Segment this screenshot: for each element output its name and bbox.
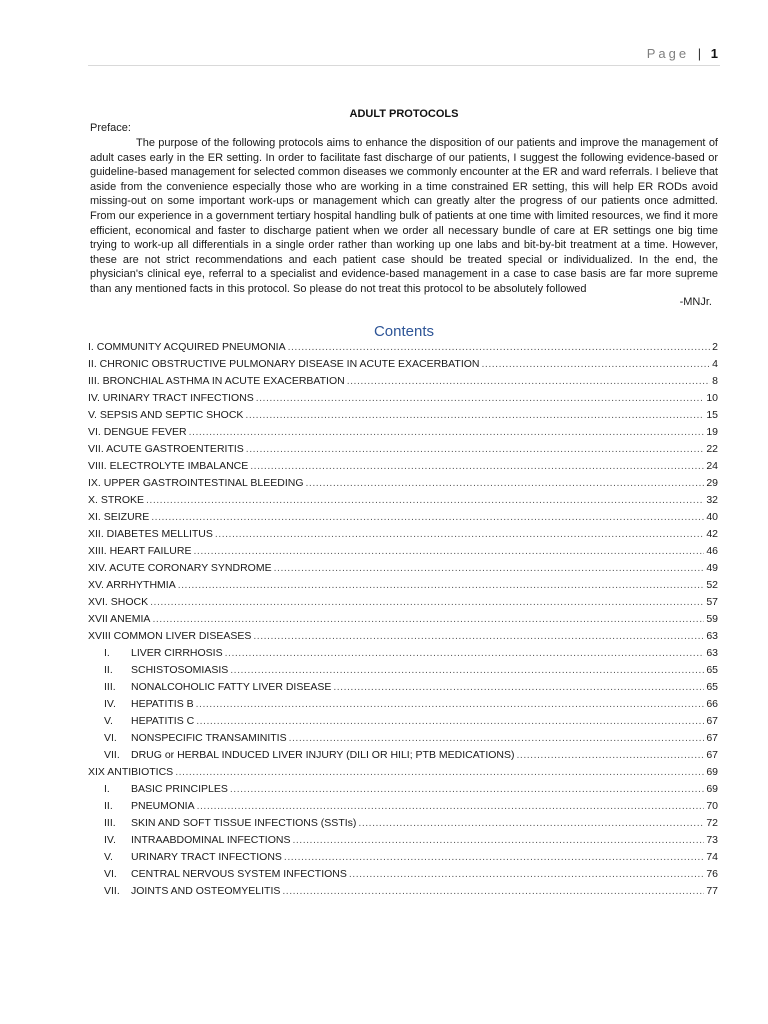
toc-entry-label: NONALCOHOLIC FATTY LIVER DISEASE <box>131 681 332 693</box>
toc-entry[interactable] <box>88 409 718 426</box>
toc-entry-page: 76 <box>706 868 718 880</box>
toc-entry-page: 69 <box>706 766 718 778</box>
toc-entry-page: 59 <box>706 613 718 625</box>
toc-entry[interactable] <box>88 817 718 834</box>
toc-entry-label: LIVER CIRRHOSIS <box>131 647 223 659</box>
toc-dot-leader <box>482 358 711 370</box>
toc-entry[interactable] <box>88 630 718 647</box>
page-number: 1 <box>710 46 718 61</box>
toc-entry-page: 67 <box>706 715 718 727</box>
toc-entry[interactable] <box>88 477 718 494</box>
toc-entry-label: INTRAABDOMINAL INFECTIONS <box>131 834 291 846</box>
toc-entry-page: 46 <box>706 545 718 557</box>
document-title: ADULT PROTOCOLS <box>349 108 459 120</box>
toc-entry[interactable] <box>88 392 718 409</box>
toc-entry-numeral: V. <box>104 715 113 727</box>
toc-dot-leader <box>349 868 704 880</box>
toc-dot-leader <box>215 528 704 540</box>
toc-entry-label: HEPATITIS B <box>131 698 194 710</box>
toc-entry-page: 63 <box>706 630 718 642</box>
toc-entry-label: VIII. ELECTROLYTE IMBALANCE <box>88 460 249 472</box>
toc-entry-label: XVI. SHOCK <box>88 596 149 608</box>
toc-entry-page: 19 <box>706 426 718 438</box>
toc-entry[interactable] <box>88 494 718 511</box>
toc-dot-leader <box>178 579 705 591</box>
toc-entry-numeral: III. <box>104 681 116 693</box>
toc-entry-label: URINARY TRACT INFECTIONS <box>131 851 282 863</box>
toc-entry[interactable] <box>88 664 718 681</box>
toc-entry[interactable] <box>88 868 718 885</box>
toc-dot-leader <box>256 392 705 404</box>
toc-entry[interactable] <box>88 851 718 868</box>
toc-dot-leader <box>284 851 704 863</box>
toc-entry-label: SKIN AND SOFT TISSUE INFECTIONS (SSTIs) <box>131 817 357 829</box>
toc-entry-page: 22 <box>706 443 718 455</box>
toc-entry-label: IX. UPPER GASTROINTESTINAL BLEEDING <box>88 477 304 489</box>
toc-entry[interactable] <box>88 562 718 579</box>
toc-entry[interactable] <box>88 647 718 664</box>
toc-dot-leader <box>358 817 704 829</box>
toc-entry-page: 15 <box>706 409 718 421</box>
toc-entry-label: SCHISTOSOMIASIS <box>131 664 229 676</box>
toc-entry[interactable] <box>88 698 718 715</box>
toc-entry[interactable] <box>88 460 718 477</box>
toc-entry-page: 2 <box>712 341 718 353</box>
toc-dot-leader <box>292 834 704 846</box>
toc-entry-label: XVII ANEMIA <box>88 613 151 625</box>
toc-dot-leader <box>230 664 704 676</box>
toc-dot-leader <box>152 613 704 625</box>
toc-entry-label: XIV. ACUTE CORONARY SYNDROME <box>88 562 272 574</box>
toc-dot-leader <box>245 409 704 421</box>
preface-label: Preface: <box>90 122 131 134</box>
toc-dot-leader <box>196 715 704 727</box>
toc-entry[interactable] <box>88 749 718 766</box>
toc-entry-numeral: V. <box>104 851 113 863</box>
toc-dot-leader <box>282 885 704 897</box>
toc-entry-page: 77 <box>706 885 718 897</box>
toc-dot-leader <box>197 800 705 812</box>
toc-entry[interactable] <box>88 715 718 732</box>
toc-entry-page: 63 <box>706 647 718 659</box>
toc-entry-label: IV. URINARY TRACT INFECTIONS <box>88 392 254 404</box>
toc-entry-numeral: I. <box>104 783 110 795</box>
toc-entry-numeral: VII. <box>104 885 120 897</box>
toc-entry-label: XVIII COMMON LIVER DISEASES <box>88 630 252 642</box>
toc-entry-numeral: II. <box>104 664 113 676</box>
toc-entry[interactable] <box>88 613 718 630</box>
toc-entry-label: JOINTS AND OSTEOMYELITIS <box>131 885 281 897</box>
toc-entry[interactable] <box>88 358 718 375</box>
page-label: Page <box>646 46 690 61</box>
toc-entry-label: V. SEPSIS AND SEPTIC SHOCK <box>88 409 244 421</box>
page-separator: | <box>697 46 702 61</box>
toc-entry-label: CENTRAL NERVOUS SYSTEM INFECTIONS <box>131 868 347 880</box>
toc-entry-page: 40 <box>706 511 718 523</box>
contents-heading: Contents <box>373 323 435 340</box>
toc-entry-page: 65 <box>706 681 718 693</box>
toc-entry-label: XIX ANTIBIOTICS <box>88 766 174 778</box>
toc-entry[interactable] <box>88 528 718 545</box>
toc-entry-label: XV. ARRHYTHMIA <box>88 579 176 591</box>
toc-dot-leader <box>150 596 704 608</box>
toc-entry-numeral: II. <box>104 800 113 812</box>
toc-entry-label: DRUG or HERBAL INDUCED LIVER INJURY (DILI OR HILI; PTB MEDICATIONS) <box>131 749 515 761</box>
toc-entry[interactable] <box>88 426 718 443</box>
toc-dot-leader <box>196 698 705 710</box>
preface-paragraph: The purpose of the following protocols aims to enhance the disposition of our patients and improve the management of adult cases early in the ER setting. In order to facilitate fast discharge of our patients, I suggest the following evidence-based or guideline-based management for selected common diseases we commonly encounter at the ER and ward referrals. I believe that aside from the convenience especially those who are working in a time constrained ER setting, this will help ER RODs avoid missing-out on some important work-ups or management which can greatly alter the progress of our patients once admitted. From our experience in a government tertiary hospital handling bulk of patients at one time with limited resources, we find it more efficient, economical and faster to discharge patient when we order all necessary bundle of care at ER settings one big time trying to work-up all differentials in a single order rather than working up one labs and bit-by-bit treatment at a time. However, these are not strict recommendations and each patient case should be treated special or individualized. In the end, the physician's clinical eye, referral to a specialist and evidence-based management in a case to case basis are far more supreme than any mentioned facts in this protocol. So please do not treat this protocol to be absolutely followed <box>90 137 718 295</box>
toc-entry-label: XI. SEIZURE <box>88 511 150 523</box>
toc-entry-page: 65 <box>706 664 718 676</box>
toc-entry[interactable] <box>88 511 718 528</box>
toc-entry[interactable] <box>88 443 718 460</box>
toc-entry-page: 4 <box>712 358 718 370</box>
toc-dot-leader <box>225 647 705 659</box>
toc-dot-leader <box>274 562 705 574</box>
toc-entry[interactable] <box>88 596 718 613</box>
toc-dot-leader <box>333 681 704 693</box>
toc-entry-page: 10 <box>706 392 718 404</box>
toc-entry-label: HEPATITIS C <box>131 715 195 727</box>
toc-entry-page: 8 <box>712 375 718 387</box>
toc-entry-label: NONSPECIFIC TRANSAMINITIS <box>131 732 287 744</box>
toc-dot-leader <box>151 511 704 523</box>
toc-entry[interactable] <box>88 341 718 358</box>
toc-entry-numeral: VII. <box>104 749 120 761</box>
toc-entry-page: 70 <box>706 800 718 812</box>
toc-entry-numeral: III. <box>104 817 116 829</box>
toc-entry-page: 42 <box>706 528 718 540</box>
page-header <box>647 46 718 61</box>
toc-entry-label: II. CHRONIC OBSTRUCTIVE PULMONARY DISEASE IN ACUTE EXACERBATION <box>88 358 480 370</box>
table-of-contents <box>88 341 718 902</box>
toc-entry-page: 52 <box>706 579 718 591</box>
header-divider <box>88 65 720 66</box>
toc-entry-label: VII. ACUTE GASTROENTERITIS <box>88 443 244 455</box>
toc-entry[interactable] <box>88 783 718 800</box>
toc-dot-leader <box>175 766 704 778</box>
toc-entry[interactable] <box>88 545 718 562</box>
toc-entry-page: 32 <box>706 494 718 506</box>
toc-dot-leader <box>250 460 704 472</box>
toc-entry[interactable] <box>88 579 718 596</box>
toc-entry-page: 72 <box>706 817 718 829</box>
toc-entry-page: 24 <box>706 460 718 472</box>
toc-entry-page: 67 <box>706 749 718 761</box>
toc-entry-page: 49 <box>706 562 718 574</box>
toc-entry-label: XIII. HEART FAILURE <box>88 545 192 557</box>
toc-entry[interactable] <box>88 834 718 851</box>
toc-dot-leader <box>517 749 705 761</box>
toc-entry-numeral: VI. <box>104 732 117 744</box>
toc-entry[interactable] <box>88 732 718 749</box>
toc-entry[interactable] <box>88 885 718 902</box>
toc-entry-label: VI. DENGUE FEVER <box>88 426 187 438</box>
toc-dot-leader <box>230 783 704 795</box>
toc-entry[interactable] <box>88 800 718 817</box>
toc-entry-page: 73 <box>706 834 718 846</box>
toc-entry-page: 29 <box>706 477 718 489</box>
toc-dot-leader <box>189 426 705 438</box>
toc-entry-label: III. BRONCHIAL ASTHMA IN ACUTE EXACERBATION <box>88 375 345 387</box>
toc-dot-leader <box>193 545 704 557</box>
toc-entry-label: PNEUMONIA <box>131 800 195 812</box>
toc-entry-numeral: VI. <box>104 868 117 880</box>
toc-entry[interactable] <box>88 375 718 392</box>
author-signature: -MNJr. <box>679 296 712 308</box>
toc-entry-numeral: I. <box>104 647 110 659</box>
toc-dot-leader <box>306 477 705 489</box>
toc-entry-page: 57 <box>706 596 718 608</box>
toc-entry-label: XII. DIABETES MELLITUS <box>88 528 213 540</box>
toc-entry-label: BASIC PRINCIPLES <box>131 783 228 795</box>
toc-dot-leader <box>347 375 710 387</box>
toc-dot-leader <box>253 630 704 642</box>
toc-entry-numeral: IV. <box>104 834 116 846</box>
toc-entry-page: 74 <box>706 851 718 863</box>
toc-dot-leader <box>288 341 711 353</box>
toc-dot-leader <box>146 494 704 506</box>
toc-entry-page: 67 <box>706 732 718 744</box>
toc-entry-page: 66 <box>706 698 718 710</box>
toc-dot-leader <box>289 732 705 744</box>
toc-entry[interactable] <box>88 766 718 783</box>
toc-entry-label: X. STROKE <box>88 494 145 506</box>
toc-entry-label: I. COMMUNITY ACQUIRED PNEUMONIA <box>88 341 286 353</box>
toc-dot-leader <box>246 443 705 455</box>
toc-entry[interactable] <box>88 681 718 698</box>
toc-entry-numeral: IV. <box>104 698 116 710</box>
toc-entry-page: 69 <box>706 783 718 795</box>
